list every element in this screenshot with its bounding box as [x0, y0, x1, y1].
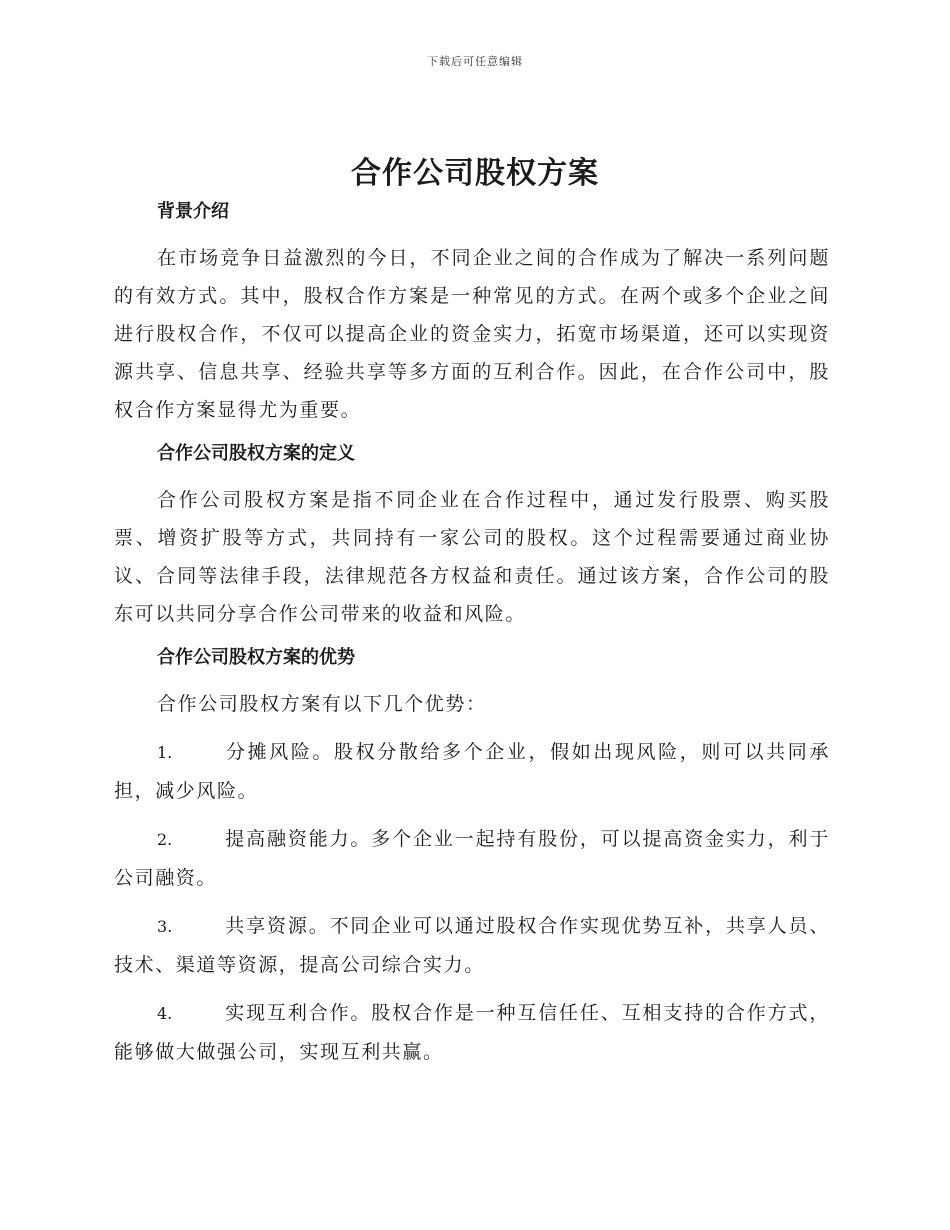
- list-item: [114, 994, 830, 1071]
- list-item-text: 实现互利合作。股权合作是一种互信任任、互相支持的合作方式，能够做大做强公司，实现互利共赢。: [114, 1002, 830, 1063]
- document-title: 合作公司股权方案: [351, 156, 599, 191]
- list-item-number: 2.: [157, 830, 173, 849]
- list-item-number: 3.: [157, 917, 173, 936]
- section-paragraph: 在市场竞争日益激烈的今日，不同企业之间的合作成为了解决一系列问题的有效方式。其中，股权合作方案是一种常见的方式。在两个或多个企业之间进行股权合作，不仅可以提高企业的资金实力，拓宽市场渠道，还可以实现资源共享、信息共享、经验共享等多方面的互利合作。因此，在合作公司中，股权合作方案显得尤为重要。: [114, 247, 830, 421]
- list-item: [114, 820, 830, 897]
- list-item-number: 1.: [157, 743, 173, 762]
- list-item: [114, 907, 830, 984]
- section-heading-advantages: 合作公司股权方案的优势: [157, 647, 355, 668]
- page-header-note: 下载后可任意编辑: [427, 55, 523, 68]
- list-item: [114, 733, 830, 810]
- document-body: [114, 197, 830, 1081]
- section-heading-background: 背景介绍: [157, 201, 229, 222]
- section-paragraph: 合作公司股权方案有以下几个优势：: [157, 693, 487, 715]
- list-item-text: 共享资源。不同企业可以通过股权合作实现优势互补，共享人员、技术、渠道等资源，提高公司综合实力。: [114, 915, 830, 976]
- list-item-text: 分摊风险。股权分散给多个企业，假如出现风险，则可以共同承担，减少风险。: [114, 741, 830, 802]
- list-item-number: 4.: [157, 1004, 173, 1023]
- section-paragraph: 合作公司股权方案是指不同企业在合作过程中，通过发行股票、购买股票、增资扩股等方式，共同持有一家公司的股权。这个过程需要通过商业协议、合同等法律手段，法律规范各方权益和责任。通过该方案，合作公司的股东可以共同分享合作公司带来的收益和风险。: [114, 489, 830, 625]
- list-item-text: 提高融资能力。多个企业一起持有股份，可以提高资金实力，利于公司融资。: [114, 828, 830, 889]
- section-heading-definition: 合作公司股权方案的定义: [157, 443, 355, 464]
